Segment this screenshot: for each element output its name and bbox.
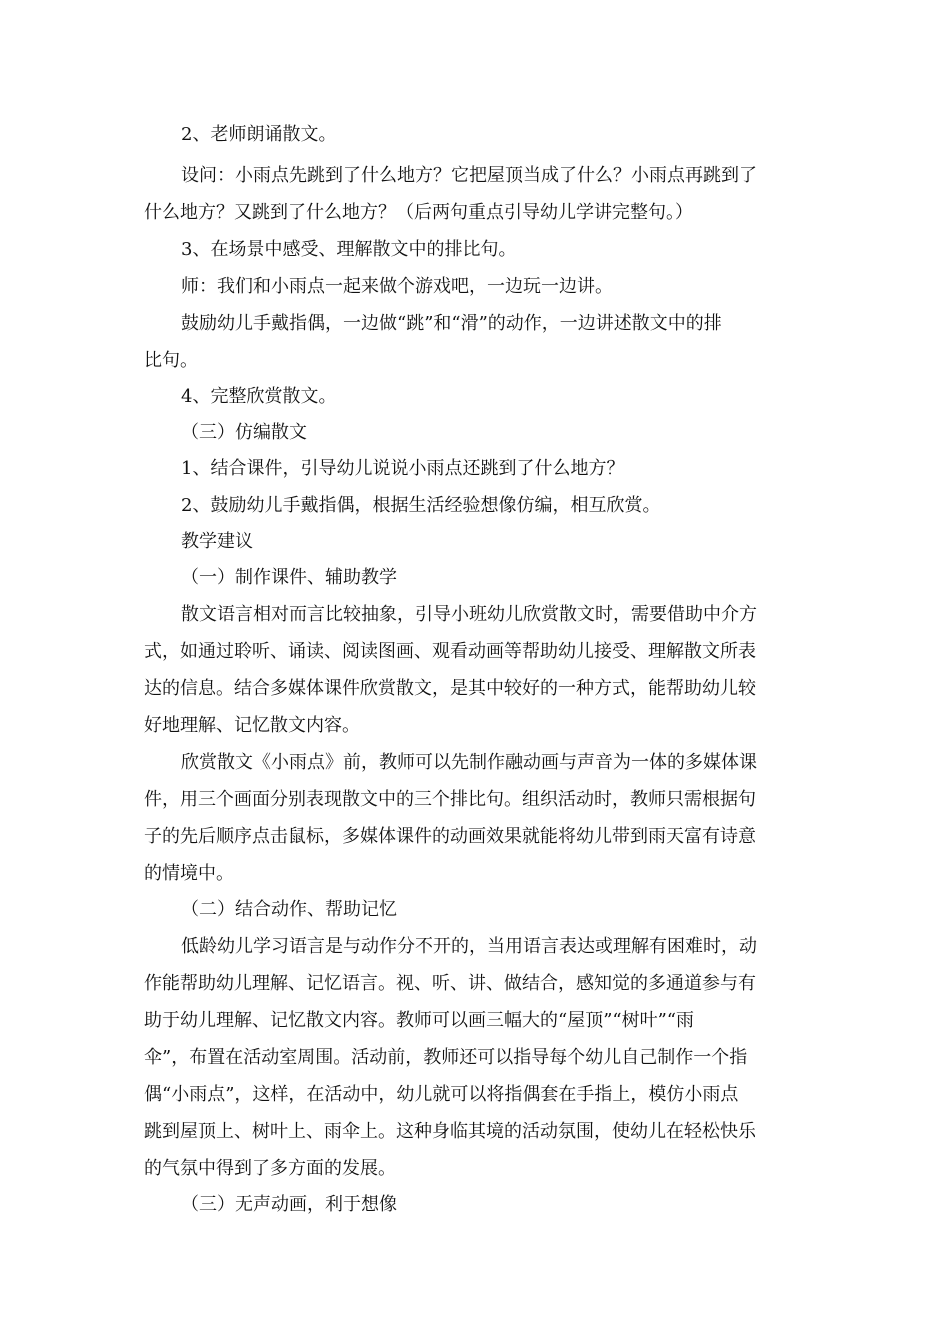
- text-line: 偶“小雨点”，这样，在活动中，幼儿就可以将指偶套在手指上，模仿小雨点: [144, 1084, 739, 1105]
- text-line: 伞”，布置在活动室周围。活动前，教师还可以指导每个幼儿自己制作一个指: [144, 1047, 748, 1068]
- text-line: 3、在场景中感受、理解散文中的排比句。: [181, 239, 517, 260]
- text-line: 作能帮助幼儿理解、记忆语言。视、听、讲、做结合，感知觉的多通道参与有: [144, 973, 756, 994]
- section-heading: （一）制作课件、辅助教学: [181, 567, 397, 588]
- text-line: 1、结合课件，引导幼儿说说小雨点还跳到了什么地方？: [181, 458, 625, 479]
- text-line: 比句。: [144, 350, 198, 371]
- text-line: 欣赏散文《小雨点》前，教师可以先制作融动画与声音为一体的多媒体课: [181, 752, 757, 773]
- text-line: 件，用三个画面分别表现散文中的三个排比句。组织活动时，教师只需根据句: [144, 789, 756, 810]
- text-line: 2、老师朗诵散文。: [181, 124, 337, 145]
- text-line: 助于幼儿理解、记忆散文内容。教师可以画三幅大的“屋顶”“树叶”“雨: [144, 1010, 695, 1031]
- section-heading: （三）无声动画，利于想像: [181, 1194, 397, 1215]
- text-line: 子的先后顺序点击鼠标，多媒体课件的动画效果就能将幼儿带到雨天富有诗意: [144, 826, 756, 847]
- text-line: 的情境中。: [144, 863, 234, 884]
- text-line: 4、完整欣赏散文。: [181, 386, 337, 407]
- text-line: 达的信息。结合多媒体课件欣赏散文，是其中较好的一种方式，能帮助幼儿较: [144, 678, 756, 699]
- text-line: 师：我们和小雨点一起来做个游戏吧，一边玩一边讲。: [181, 276, 613, 297]
- section-heading: （三）仿编散文: [181, 422, 307, 443]
- section-heading: 教学建议: [181, 531, 253, 552]
- text-line: 式，如通过聆听、诵读、阅读图画、观看动画等帮助幼儿接受、理解散文所表: [144, 641, 756, 662]
- text-line: 好地理解、记忆散文内容。: [144, 715, 360, 736]
- text-line: 2、鼓励幼儿手戴指偶，根据生活经验想像仿编，相互欣赏。: [181, 495, 661, 516]
- text-line: 低龄幼儿学习语言是与动作分不开的，当用语言表达或理解有困难时，动: [181, 936, 757, 957]
- text-line: 设问：小雨点先跳到了什么地方？它把屋顶当成了什么？小雨点再跳到了: [181, 165, 757, 186]
- text-line: 什么地方？又跳到了什么地方？（后两句重点引导幼儿学讲完整句。）: [144, 202, 693, 223]
- text-line: 鼓励幼儿手戴指偶，一边做“跳”和“滑”的动作，一边讲述散文中的排: [181, 313, 722, 334]
- text-line: 散文语言相对而言比较抽象，引导小班幼儿欣赏散文时，需要借助中介方: [181, 604, 757, 625]
- text-line: 的气氛中得到了多方面的发展。: [144, 1158, 396, 1179]
- section-heading: （二）结合动作、帮助记忆: [181, 899, 397, 920]
- text-line: 跳到屋顶上、树叶上、雨伞上。这种身临其境的活动氛围，使幼儿在轻松快乐: [144, 1121, 756, 1142]
